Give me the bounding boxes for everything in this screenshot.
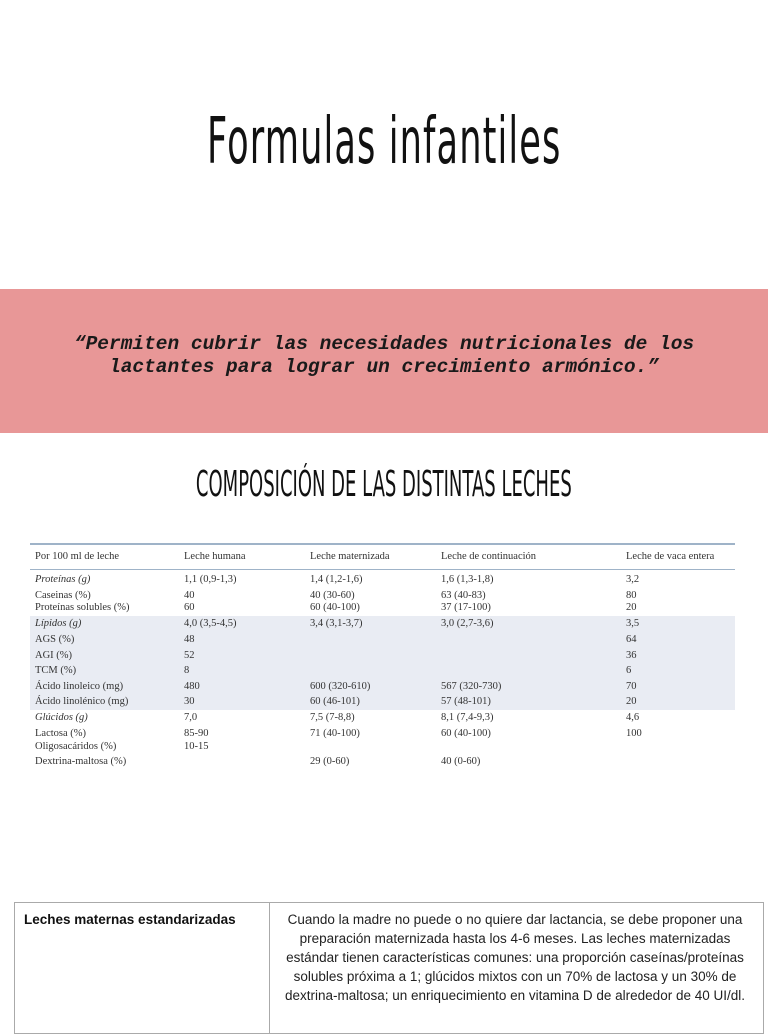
- section-heading-text: COMPOSICIÓN DE LAS DISTINTAS LECHES: [196, 464, 572, 505]
- table-cell: 70: [626, 680, 637, 692]
- table-cell: 1,1 (0,9-1,3): [184, 574, 237, 585]
- table-cell: 40: [184, 590, 195, 601]
- table-section: [30, 616, 735, 710]
- table-cell: 3,2: [626, 574, 640, 585]
- table-cell: 64: [626, 634, 637, 645]
- table-cell: 3,0 (2,7-3,6): [441, 618, 494, 629]
- table-cell: AGS (%): [35, 634, 75, 645]
- header-cell: Leche de continuación: [441, 551, 537, 562]
- table-cell: Lípidos (g): [35, 618, 82, 629]
- quote-text: “Permiten cubrir las necesidades nutricionales de los lactantes para lograr un crecimiento armónico.”: [73, 333, 695, 378]
- table-row: [30, 600, 735, 616]
- table-row: [30, 570, 735, 588]
- table-row: [30, 694, 735, 710]
- table-cell: 7,0: [184, 711, 198, 723]
- composition-table: [30, 543, 735, 770]
- table-cell: 100: [626, 727, 642, 739]
- table-cell: 52: [184, 649, 195, 661]
- description-table: [14, 902, 764, 1034]
- table-cell: 1,6 (1,3-1,8): [441, 574, 494, 585]
- table-header: [30, 543, 735, 570]
- table-cell: 60 (46-101): [310, 696, 360, 707]
- table-row: [30, 739, 735, 754]
- quote-banner: [0, 289, 768, 433]
- table-cell: Proteínas (g): [35, 574, 91, 585]
- table-cell: Dextrina-maltosa (%): [35, 755, 127, 767]
- table-cell: 71 (40-100): [310, 727, 360, 739]
- page-title-text: Formulas infantiles: [206, 105, 562, 179]
- table-cell: 48: [184, 634, 195, 645]
- table-cell: 37 (17-100): [441, 602, 491, 613]
- table-cell: 4,0 (3,5-4,5): [184, 618, 237, 629]
- table-row: [30, 754, 735, 770]
- table-cell: 600 (320-610): [310, 680, 371, 692]
- table-section: [30, 570, 735, 616]
- header-cell: Leche humana: [184, 551, 246, 562]
- table-cell: 1,4 (1,2-1,6): [310, 574, 363, 585]
- table-cell: 3,5: [626, 618, 640, 629]
- table-cell: Proteínas solubles (%): [35, 602, 130, 613]
- table-body: [30, 570, 735, 770]
- table-row: [30, 632, 735, 648]
- table-cell: 6: [626, 665, 632, 676]
- header-cell: Leche de vaca entera: [626, 551, 715, 562]
- table-cell: Ácido linolénico (mg): [35, 696, 129, 707]
- table-cell: Glúcidos (g): [35, 711, 88, 723]
- table-cell: 63 (40-83): [441, 590, 486, 601]
- table-row: [30, 616, 735, 632]
- table-cell: 57 (48-101): [441, 696, 491, 707]
- table-cell: 8,1 (7,4-9,3): [441, 711, 494, 723]
- table-cell: 29 (0-60): [310, 755, 350, 767]
- table-cell: 80: [626, 590, 637, 601]
- table-cell: 567 (320-730): [441, 680, 502, 692]
- table-row: [30, 726, 735, 739]
- table-cell: 10-15: [184, 740, 209, 752]
- table-cell: 30: [184, 696, 195, 707]
- label-text: Leches maternas estandarizadas: [24, 912, 236, 927]
- table-cell: AGI (%): [35, 649, 73, 661]
- table-row: [30, 663, 735, 679]
- header-cell: Leche maternizada: [310, 551, 390, 562]
- table-cell: 20: [626, 696, 637, 707]
- table-cell: 7,5 (7-8,8): [310, 711, 355, 723]
- table-row: [30, 710, 735, 726]
- table-section: [30, 710, 735, 770]
- table-cell: 60 (40-100): [310, 602, 360, 613]
- table-cell: Oligosacáridos (%): [35, 740, 117, 752]
- header-cell: Por 100 ml de leche: [35, 551, 119, 562]
- table-cell: 480: [184, 680, 200, 692]
- table-cell: TCM (%): [35, 665, 77, 676]
- table-cell: 20: [626, 602, 637, 613]
- table-cell: 40 (30-60): [310, 590, 355, 601]
- table-cell: Lactosa (%): [35, 727, 87, 739]
- section-heading: [0, 464, 768, 505]
- table-cell: 8: [184, 665, 190, 676]
- table-cell: Caseinas (%): [35, 590, 91, 601]
- description-text: Cuando la madre no puede o no quiere dar lactancia, se debe proponer una preparación maternizada hasta los 4-6 meses. Las leches maternizadas estándar tienen características comunes: una proporción caseínas/proteínas solubles próxima a 1; glúcidos mixtos con un 70% de lactosa y un 30% de dextrina-maltosa; un enriquecimiento en vitamina D de alrededor de 40 UI/dl.: [284, 912, 745, 1003]
- table-cell: 60: [184, 602, 195, 613]
- table-row: [30, 588, 735, 600]
- table-cell: Ácido linoleico (mg): [35, 680, 124, 692]
- table-cell: 40 (0-60): [441, 755, 481, 767]
- table-row: [30, 648, 735, 664]
- table-row: [30, 679, 735, 695]
- table-cell: 3,4 (3,1-3,7): [310, 618, 363, 629]
- table-cell: 4,6: [626, 711, 640, 723]
- table-cell: 85-90: [184, 727, 209, 739]
- table-cell: 36: [626, 649, 637, 661]
- page-title: [0, 105, 768, 179]
- table-cell: 60 (40-100): [441, 727, 491, 739]
